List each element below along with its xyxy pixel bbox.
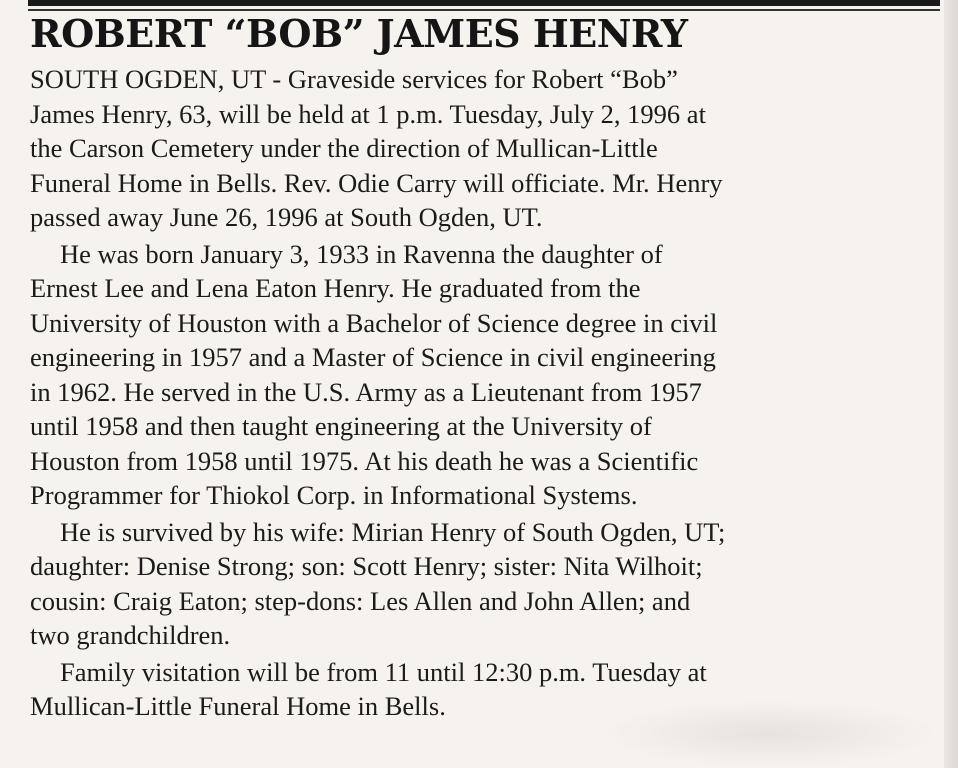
paragraph-visitation: Family visitation will be from 11 until 12:30 p.m. Tuesday at Mullican-Little Funeral Home in Bells. xyxy=(30,656,707,721)
paragraph-survivors: He is survived by his wife: Mirian Henry of South Ogden, UT; daughter: Denise Strong; son: Scott Henry; sister: Nita Wilhoit; cousin: Craig Eaton; step-dons: Les Allen and John Allen; and two grandchildren. xyxy=(30,516,726,650)
obituary-body xyxy=(30,62,946,726)
paragraph-services: SOUTH OGDEN, UT - Graveside services for Robert “Bob” James Henry, 63, will be held at 1 p.m. Tuesday, July 2, 1996 at the Carson Cemetery under the direction of Mullican-Little Funeral Home in Bells. Rev. Odie Carry will officiate. Mr. Henry passed away June 26, 1996 at South Ogden, UT. xyxy=(30,64,723,232)
paper-edge xyxy=(944,0,958,768)
paragraph-biography: He was born January 3, 1933 in Ravenna the daughter of Ernest Lee and Lena Eaton Henry. He graduated from the University of Houston with a Bachelor of Science degree in civil engineering in 1957 and a Master of Science in civil engineering in 1962. He served in the U.S. Army as a Lieutenant from 1957 until 1958 and then taught engineering at the University of Houston from 1958 until 1975. At his death he was a Scientific Programmer for Thiokol Corp. in Informational Systems. xyxy=(30,238,718,510)
print-bleed-through xyxy=(600,700,940,768)
obituary-headline: ROBERT “BOB” JAMES HENRY xyxy=(30,11,688,56)
top-rule xyxy=(28,0,940,6)
